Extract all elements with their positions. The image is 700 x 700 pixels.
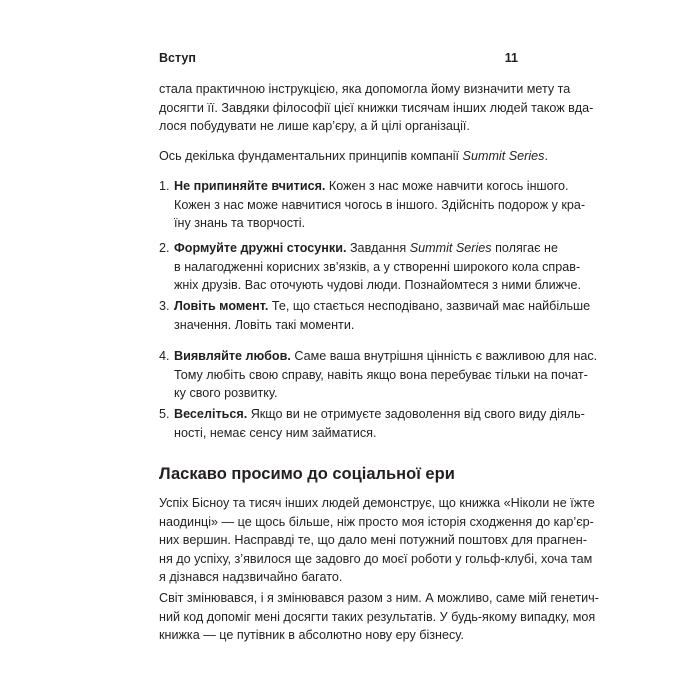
text-line bbox=[174, 405, 585, 424]
text-line: наодинці» — це щось більше, ніж просто моя історія сходження до кар’єр- bbox=[159, 514, 594, 529]
principle-title: Ловіть момент. bbox=[174, 299, 269, 313]
text-line bbox=[159, 147, 548, 166]
text-line: досягти її. Завдяки філософії цієї книжки тисячам інших людей також вда- bbox=[159, 100, 594, 115]
principle-title: Формуйте дружні стосунки. bbox=[174, 241, 347, 255]
text-span: полягає не bbox=[491, 241, 559, 255]
principle-title: Не припиняйте вчитися. bbox=[174, 179, 326, 193]
text-line: ний код допоміг мені досягти таких результатів. У будь-якому випадку, моя bbox=[159, 609, 596, 624]
text-line bbox=[174, 239, 559, 258]
text-line: Тому любіть свою справу, навіть якщо вона перебуває тільки на почат- bbox=[174, 367, 588, 382]
text-line: них вершин. Насправді те, що дало мені потужний поштовх для прагнен- bbox=[159, 533, 587, 548]
intro-paragraph bbox=[159, 80, 594, 136]
principle-title: Веселіться. bbox=[174, 407, 248, 421]
section-heading: Ласкаво просимо до соціальної ери bbox=[159, 465, 455, 483]
text-line: жніх друзів. Вас оточують чудові люди. Познайомтеся з ними ближче. bbox=[174, 278, 581, 293]
text-span: Якщо ви не отримуєте задоволення від свого виду діяль- bbox=[247, 407, 585, 421]
list-number: 2. bbox=[159, 241, 170, 255]
text-span: Ось декілька фундаментальних принципів компанії bbox=[159, 149, 463, 163]
text-line: я дізнався надзвичайно багато. bbox=[159, 570, 343, 585]
list-number: 5. bbox=[159, 407, 170, 421]
text-line: Кожен з нас може навчитися чогось в іншого. Здійсніть подорож у кра- bbox=[174, 197, 586, 212]
list-number: 3. bbox=[159, 299, 170, 313]
section-paragraph bbox=[159, 589, 599, 645]
running-header bbox=[159, 51, 518, 67]
page-number: 11 bbox=[504, 51, 518, 65]
list-number: 4. bbox=[159, 349, 170, 363]
principle-title: Виявляйте любов. bbox=[174, 349, 291, 363]
principles-intro bbox=[159, 147, 548, 166]
text-line bbox=[174, 297, 591, 316]
text-span: Саме ваша внутрішня цінність є важливою для нас. bbox=[290, 349, 598, 363]
section-paragraph bbox=[159, 494, 595, 587]
text-line: в налагодженні корисних зв’язків, а у створенні широкого кола справ- bbox=[174, 259, 581, 274]
list-number: 1. bbox=[159, 179, 170, 193]
text-span: Те, що стається несподівано, зазвичай має найбільше bbox=[268, 299, 591, 313]
text-line: Успіх Бісноу та тисяч інших людей демонструє, що книжка «Ніколи не їжте bbox=[159, 496, 595, 510]
text-line: ня до успіху, з’явилося ще задовго до моєї роботи у гольф-клубі, хоча там bbox=[159, 551, 593, 566]
text-line bbox=[174, 177, 569, 196]
company-name: Summit Series bbox=[409, 241, 492, 255]
company-name: Summit Series bbox=[462, 149, 545, 163]
text-line: книжка — це путівник в абсолютно нову еру бізнесу. bbox=[159, 628, 464, 643]
section-name: Вступ bbox=[159, 51, 196, 65]
text-line bbox=[174, 347, 598, 366]
text-line: стала практичною інструкцією, яка допомогла йому визначити мету та bbox=[159, 82, 571, 96]
text-span: . bbox=[544, 149, 548, 163]
text-line: ку свого розвитку. bbox=[174, 386, 278, 401]
text-line: Світ змінювався, і я змінювався разом з ним. А можливо, саме мій генетич- bbox=[159, 591, 599, 605]
text-line: значення. Ловіть такі моменти. bbox=[174, 317, 355, 332]
text-line: лося побудувати не лише кар’єру, а й цілі організації. bbox=[159, 119, 470, 134]
text-span: Завдання bbox=[346, 241, 410, 255]
text-line: ності, немає сенсу ним займатися. bbox=[174, 425, 377, 440]
text-span: Кожен з нас може навчити когось іншого. bbox=[325, 179, 569, 193]
text-line: їну знань та творчості. bbox=[174, 216, 306, 231]
